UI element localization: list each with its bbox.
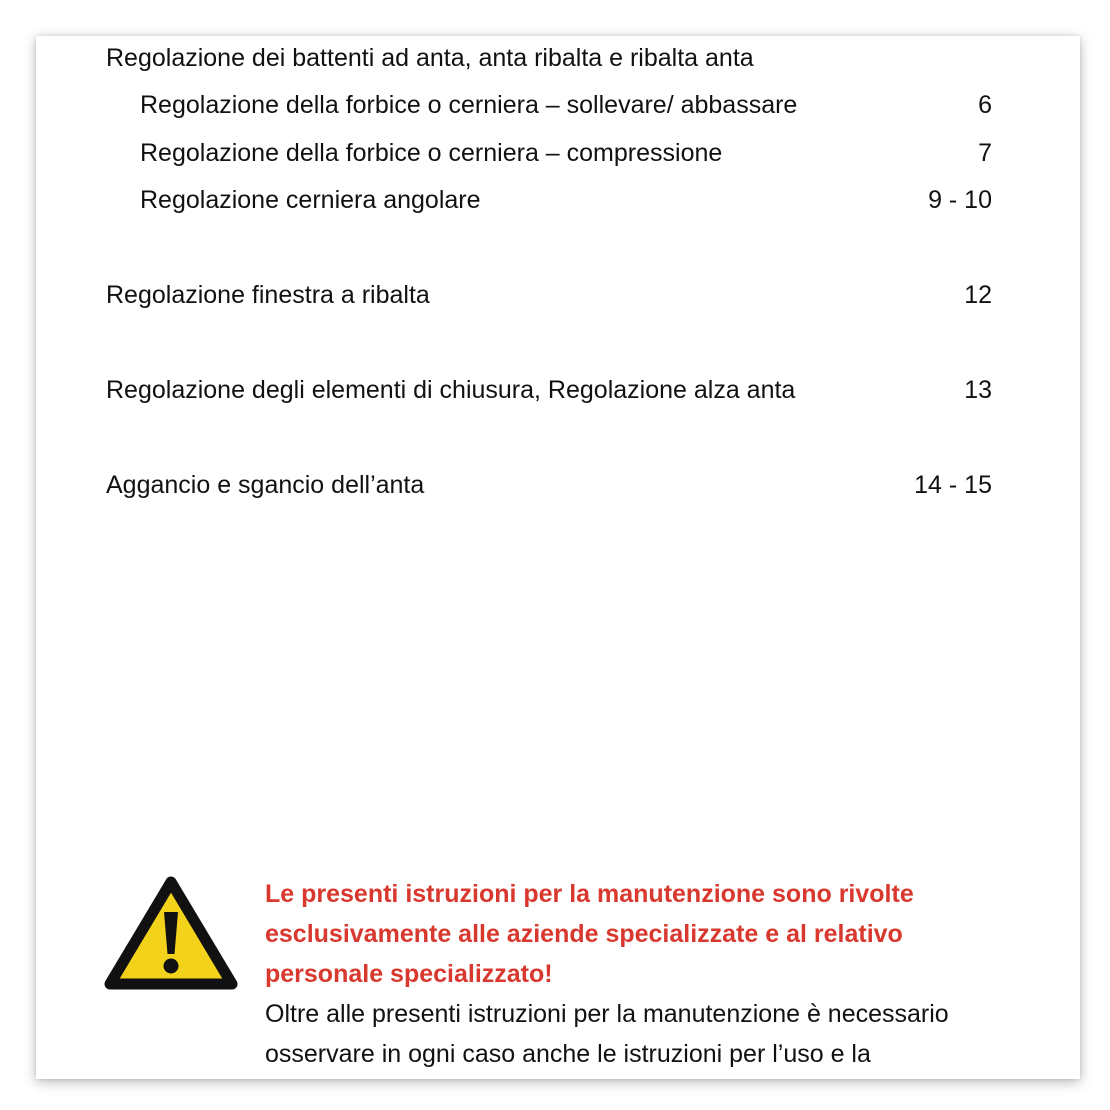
- toc-entry-title: Regolazione cerniera angolare: [140, 186, 481, 214]
- toc-entry-page: 7: [978, 139, 992, 167]
- toc-entry-page: 9 - 10: [928, 186, 992, 214]
- toc-entry-page: 6: [978, 91, 992, 119]
- toc-entry: [140, 183, 992, 217]
- toc-entry: [106, 373, 992, 407]
- toc-entry-heading: [106, 41, 992, 75]
- toc-entry-title: Regolazione dei battenti ad anta, anta ribalta e ribalta anta: [106, 44, 754, 72]
- warning-notice: [265, 874, 1065, 1074]
- warning-bold-line: esclusivamente alle aziende specializzate e al relativo: [265, 920, 903, 948]
- toc-entry-title: Regolazione degli elementi di chiusura, Regolazione alza anta: [106, 376, 796, 404]
- toc-entry-title: Aggancio e sgancio dell’anta: [106, 471, 425, 499]
- document-page: [36, 36, 1080, 1079]
- toc-entry-title: Regolazione finestra a ribalta: [106, 281, 430, 309]
- warning-triangle-icon: [104, 876, 238, 992]
- warning-bold-line: Le presenti istruzioni per la manutenzione sono rivolte: [265, 880, 914, 908]
- toc-entry-title: Regolazione della forbice o cerniera – sollevare/ abbassare: [140, 91, 798, 119]
- toc-entry-page: 13: [964, 376, 992, 404]
- warning-bold-line: personale specializzato!: [265, 960, 553, 988]
- toc-entry-page: 14 - 15: [914, 471, 992, 499]
- toc-entry: [106, 278, 992, 312]
- toc-entry: [106, 468, 992, 502]
- toc-entry: [140, 136, 992, 170]
- toc-entry-page: 12: [964, 281, 992, 309]
- warning-body-line: Oltre alle presenti istruzioni per la manutenzione è necessario: [265, 1000, 949, 1028]
- toc-entry: [140, 88, 992, 122]
- warning-body-line: osservare in ogni caso anche le istruzioni per l’uso e la: [265, 1040, 871, 1068]
- toc-entry-title: Regolazione della forbice o cerniera – compressione: [140, 139, 723, 167]
